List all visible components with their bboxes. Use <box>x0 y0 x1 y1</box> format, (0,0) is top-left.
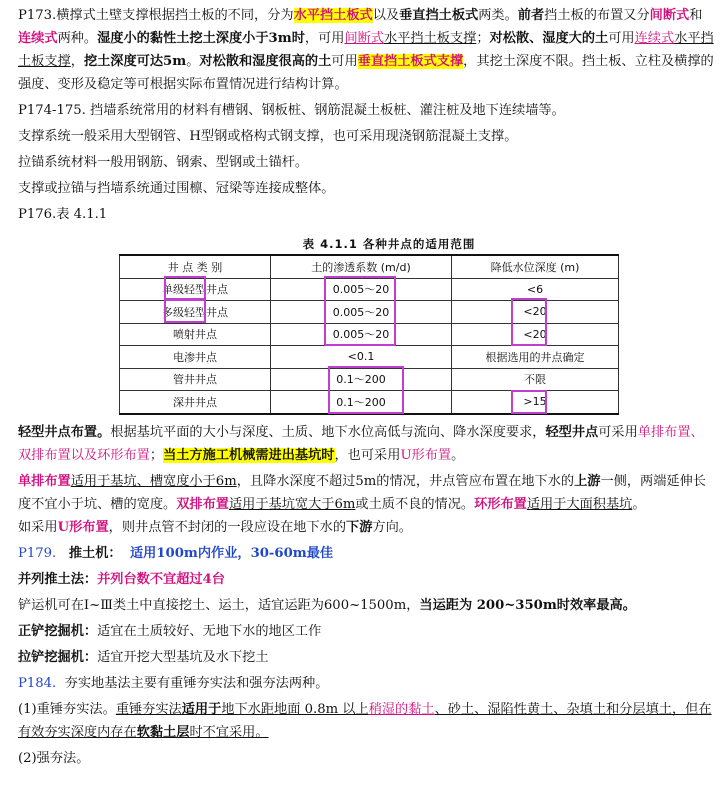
table-cell: 0.1～200 <box>271 368 452 391</box>
well-table-block <box>114 234 634 415</box>
table-cell: 根据选用的井点确定 <box>452 346 619 369</box>
paragraph-light-well-layout <box>18 421 715 467</box>
paragraph-heavy-tamping <box>18 698 715 744</box>
text: 适宜开挖大型基坑及水下挖土 <box>97 649 269 665</box>
blue-text: P184. <box>18 675 57 691</box>
bold-text: 湿度小的黏性土挖土深度小于3m时 <box>97 31 305 46</box>
text: 挡土板的布置又分 <box>544 8 650 23</box>
bold-underline-text: 适用于 <box>181 701 222 717</box>
highlight-text: 垂直挡土板式支撑 <box>357 54 464 69</box>
underline-text: 适用于基坑宽大于6m <box>229 496 356 512</box>
text: ，其挖土深度不限。挡土板、立柱及横撑的强度、变形及稳定等可根据实际布置情况进行结构计算。 <box>18 54 714 92</box>
underline-text: 、砂土、湿陷性黄土、杂填土和分层填土，但在有效夯实深度内存在 <box>18 701 712 740</box>
magenta-text: 单排布置、双排布置以及环形布置 <box>18 424 704 463</box>
text: 可用 <box>331 54 358 69</box>
table-row <box>120 346 619 369</box>
paragraph-p174: P174-175. 挡墙系统常用的材料有槽钢、钢板桩、钢筋混凝土板桩、灌注桩及地下连续墙等。 <box>18 103 565 118</box>
paragraph-scraper <box>18 594 715 617</box>
magenta-underline-text: 连续式 <box>634 31 675 46</box>
underline-text: 地下水距地面 0.8m 以上 <box>221 701 369 717</box>
bold-text: 下游 <box>346 519 373 535</box>
magenta-bold-text: 并列台数不宜超过4台 <box>97 571 225 587</box>
paragraph-p179 <box>18 542 715 565</box>
text: 。 <box>451 447 465 463</box>
magenta-bold-text: 环形布置 <box>474 496 527 512</box>
bold-text: 上游 <box>574 473 601 489</box>
magenta-underline-text: 间断式 <box>344 31 385 46</box>
magenta-bold-text: U形布置 <box>57 519 109 535</box>
annotation-box <box>324 276 396 346</box>
text: ； <box>476 31 490 46</box>
text: 。 <box>186 54 200 69</box>
text: 方向。 <box>372 519 412 535</box>
magenta-underline-text: 稍湿的黏土 <box>368 701 435 717</box>
paragraph-support: 支撑系统一般采用大型钢管、H型钢或格构式钢支撑，也可采用现浇钢筋混凝土支撑。 <box>18 129 518 144</box>
text: ，且降水深度不超过5m的情况，井点管应布置在地下水的 <box>236 473 575 489</box>
annotation-box <box>328 366 404 414</box>
table-cell: 0.005～20 <box>271 301 452 324</box>
table-header: 土的渗透系数 (m/d) <box>271 255 452 278</box>
text: 或土质不良的情况。 <box>355 496 475 512</box>
text: 以及 <box>372 8 400 23</box>
table-cell: <20 <box>452 301 619 324</box>
magenta-bold-text: 单排布置 <box>18 473 71 489</box>
paragraph-p176: P176.表 4.1.1 <box>18 207 108 222</box>
table-header: 井 点 类 别 <box>120 255 271 278</box>
bold-text: 对松散、湿度大的土 <box>489 31 609 46</box>
underline-text: 水平挡土板支撑 <box>18 31 714 69</box>
text: 适宜在土质较好、无地下水的地区工作 <box>97 623 322 639</box>
paragraph-front-shovel <box>18 620 715 643</box>
magenta-bold-text: 间断式 <box>649 8 690 23</box>
annotation-box <box>164 298 206 323</box>
underline-text: 适用于基坑、槽宽度小于6m <box>70 473 237 489</box>
underline-text: 适用于大面积基坑 <box>526 496 633 512</box>
underline-text: 时不宜采用。 <box>189 724 269 740</box>
text: 两类。 <box>478 8 518 23</box>
paragraph-layout-types <box>18 470 715 539</box>
table-cell: 多级轻型井点 <box>120 301 271 324</box>
underline-text: 重锤夯实法 <box>115 701 182 717</box>
annotation-box <box>511 390 547 414</box>
magenta-bold-text: 连续式 <box>18 31 58 46</box>
table-cell: 0.005～20 <box>271 278 452 301</box>
table-cell: <20 <box>452 323 619 346</box>
table-cell: >15 <box>452 391 619 414</box>
paragraph-dynamic-compaction: (2)强夯法。 <box>18 750 90 766</box>
annotation-box <box>511 298 547 346</box>
bold-text: 轻型井点布置。 <box>18 424 111 440</box>
bold-text: 当运距为 200~350m时效率最高。 <box>419 597 636 613</box>
paragraph-connection: 支撑或拉锚与挡墙系统通过围檩、冠梁等连接成整体。 <box>18 181 335 196</box>
text: 。 <box>632 496 646 512</box>
magenta-text: U形布置 <box>400 447 452 463</box>
table-caption: 表 4.1.1 各种井点的适用范围 <box>302 237 476 251</box>
text: P173.横撑式土壁支撑根据挡土板的不同，分为 <box>18 8 294 23</box>
text: ，可用 <box>304 31 345 46</box>
bold-text: 挖土深度可达5m <box>83 54 187 69</box>
table-cell: 0.005～20 <box>271 323 452 346</box>
bold-text: 垂直挡土板式 <box>399 8 479 23</box>
bold-text: 拉铲挖掘机： <box>18 649 98 665</box>
table-cell: 单级轻型井点 <box>120 278 271 301</box>
paragraph-anchor: 拉锚系统材料一般用钢筋、钢索、型钢或土锚杆。 <box>18 155 309 170</box>
text: 两种。 <box>57 31 98 46</box>
text: 夯实地基法主要有重锤夯实法和强夯法两种。 <box>64 675 329 691</box>
highlight-text: 当土方施工机械需进出基坑时 <box>163 447 335 463</box>
table-cell: 喷射井点 <box>120 323 271 346</box>
table-header: 降低水位深度 (m) <box>452 255 619 278</box>
bold-underline-text: 软黏土层 <box>136 724 190 740</box>
magenta-bold-text: 双排布置 <box>176 496 229 512</box>
bold-text: 轻型井点 <box>545 424 599 440</box>
paragraph-dragline <box>18 646 715 669</box>
table-cell: <0.1 <box>271 346 452 369</box>
blue-text: P179. <box>18 545 57 561</box>
paragraph-p173 <box>18 4 715 96</box>
text: 一侧，两端延伸长度不宜小于坑、槽的宽度。 <box>18 473 706 512</box>
blue-bold-text: 适用100m内作业，30-60m最佳 <box>129 545 334 561</box>
paragraph-parallel-push <box>18 568 715 591</box>
table-cell: <6 <box>452 278 619 301</box>
text: ，也可采用 <box>334 447 401 463</box>
text: (1)重锤夯实法。 <box>18 701 116 717</box>
text: 和 <box>689 8 703 23</box>
bold-text: 并列推土法： <box>18 571 98 587</box>
bold-text: 推土机： <box>68 545 122 561</box>
paragraph-p184 <box>18 672 715 695</box>
table-cell: 0.1～200 <box>271 391 452 414</box>
table-cell: 深井井点 <box>120 391 271 414</box>
text: 根据基坑平面的大小与深度、土质、地下水位高低与流向、降水深度要求， <box>110 424 546 440</box>
bold-text: 前者 <box>517 8 545 23</box>
text: ； <box>149 447 164 463</box>
text: 铲运机可在Ⅰ~Ⅲ类土中直接挖土、运土，适宜运距为600~1500m， <box>18 597 420 613</box>
text: ， <box>70 54 84 69</box>
text: 可用 <box>608 31 635 46</box>
table-cell: 管井井点 <box>120 368 271 391</box>
bold-text: 正铲挖掘机： <box>18 623 98 639</box>
table-cell: 电渗井点 <box>120 346 271 369</box>
text: 如采用 <box>18 519 58 535</box>
text: ，则井点管不封闭的一段应设在地下水的 <box>108 519 347 535</box>
highlight-text: 水平挡土板式 <box>293 8 373 23</box>
underline-text: 水平挡土板支撑 <box>384 31 477 46</box>
text: 可采用 <box>598 424 638 440</box>
bold-text: 对松散和湿度很高的土 <box>199 54 332 69</box>
table-header-row <box>120 255 619 278</box>
table-cell: 不限 <box>452 368 619 391</box>
